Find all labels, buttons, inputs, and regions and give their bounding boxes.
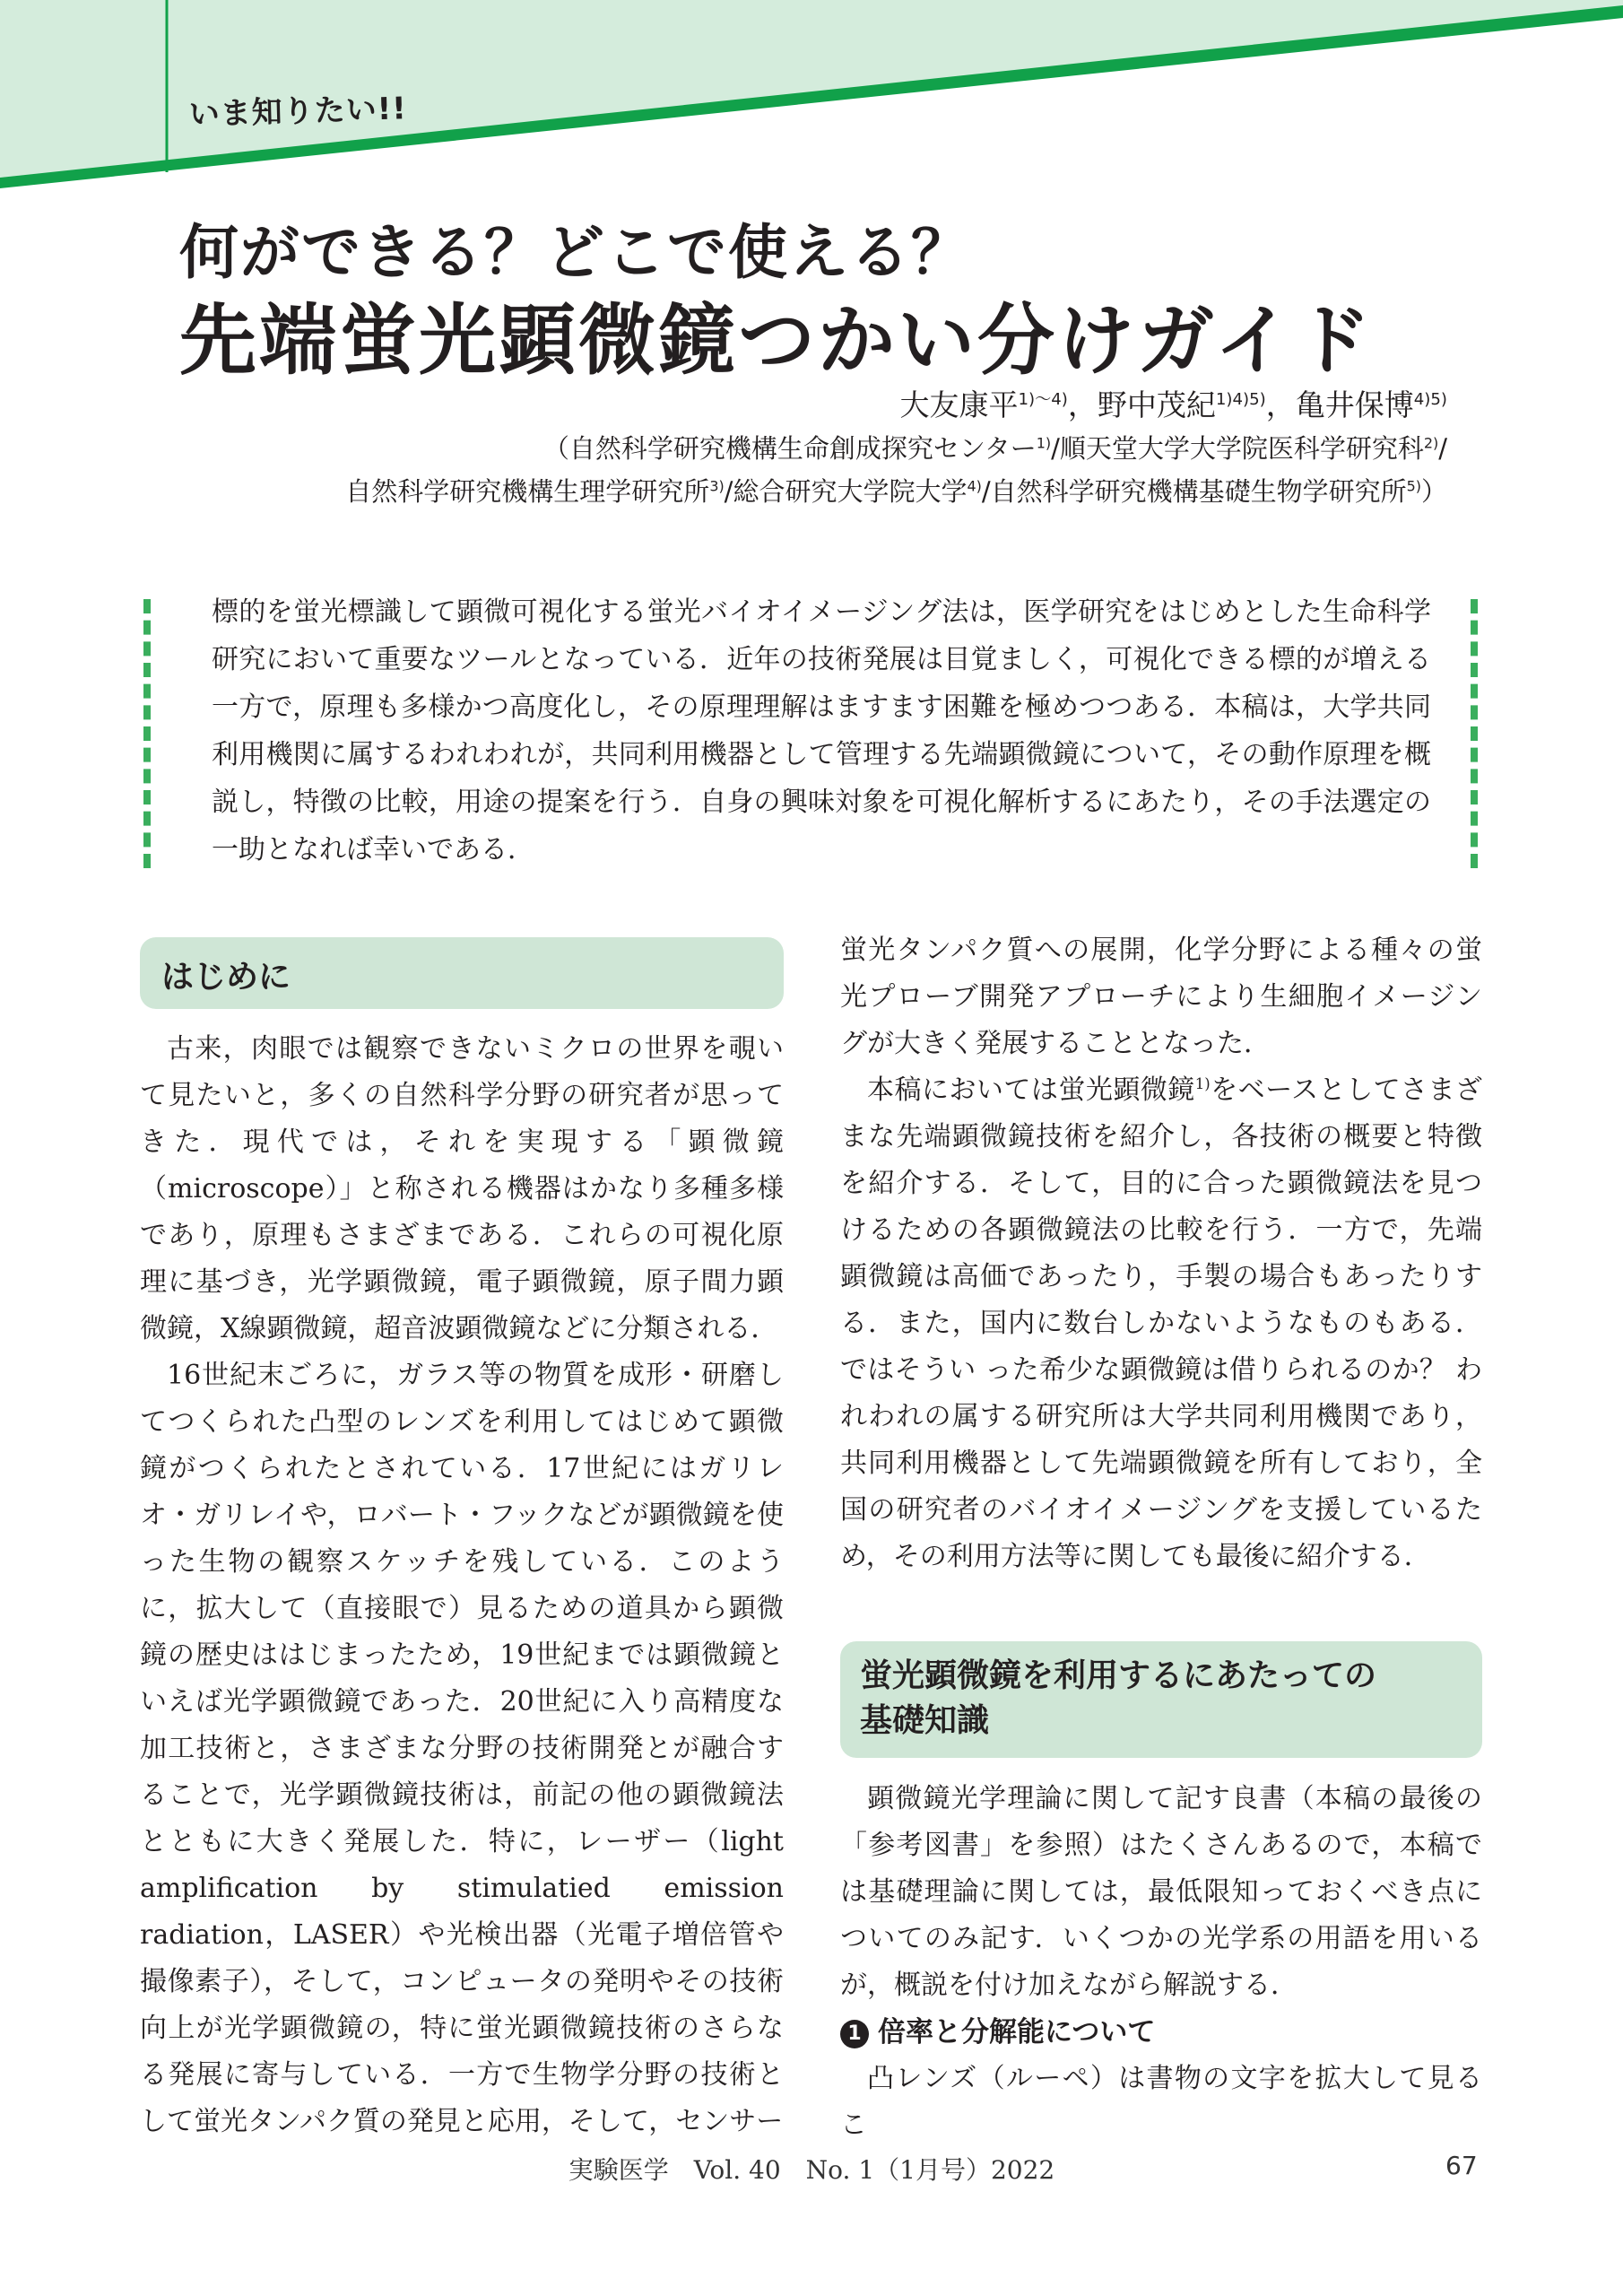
author-separator: ，	[1265, 387, 1296, 422]
paragraph: 16世紀末ごろに，ガラス等の物質を成形・研磨してつくられた凸型のレンズを利用してはじめて顕微鏡がつくられたとされている．17世紀にはガリレオ・ガリレイや，ロバート・フックなどが顕微鏡を使った生物の観察スケッチを残している．このように，拡大して（直接眼で）見るための道具から顕微鏡の歴史ははじまったため，19世紀までは顕微鏡といえば光学顕微鏡であった．20世紀に入り高精度な加工技術と，さまざまな分野の技術開発とが融合することで，光学顕微鏡技術は，前記の他の顕微鏡法とともに大きく発展した．特に，レーザー（light amplification by stimulatied emission radiation，LASER）や光検出器（光電子増倍管や撮像素子），そして，コンピュータの発明やその技術向上が光学顕微鏡の，特に蛍光顕微鏡技術のさらなる発展に寄与している．一方で生物学分野の技術として蛍光タンパク質の発見と応用，そして，センサー	[140, 1360, 784, 2137]
affil-slash: /	[1438, 433, 1447, 464]
paragraph: 蛍光タンパク質への展開，化学分野による種々の蛍光プローブ開発アプローチにより生細胞イメージングが大きく発展することとなった．	[840, 935, 1482, 1059]
paragraph-text: 本稿においては蛍光顕微鏡	[867, 1074, 1195, 1106]
affil-slash: /	[724, 476, 733, 507]
paragraph-text: をベースとしてさまざまな先端顕微鏡技術を紹介し，各技術の概要と特徴を紹介する．そして，目的に合った顕微鏡法を見つけるための各顕微鏡法の比較を行う．一方で，先端顕微鏡は高価であったり，手製の場合もあったりする．また，国内に数台しかないようなものもある．ではそうい った希少な顕微鏡は借りられるのか？ われわれの属する研究所は大学共同利用機関であり，共同利用機器として先端顕微鏡を所有しており，全国の研究者のバイオイメージングを支援しているため，その利用方法等に関しても最後に紹介する．	[840, 1074, 1483, 1572]
article-subtitle: 何ができる？どこで使える？	[179, 217, 972, 287]
abstract-right-border	[1471, 599, 1478, 868]
abstract-left-border	[143, 599, 151, 868]
footer-journal-info: 実験医学 Vol. 40 No. 1（1月号）2022	[568, 2155, 1055, 2185]
author-line	[900, 382, 1448, 424]
abstract: 標的を蛍光標識して顕微可視化する蛍光バイオイメージング法は，医学研究をはじめとした生命科学研究において重要なツールとなっている．近年の技術発展は目覚ましく，可視化できる標的が増える一方で，原理も多様かつ高度化し，その原理理解はますます困難を極めつつある．本稿は，大学共同利用機関に属するわれわれが，共同利用機器として管理する先端顕微鏡について，その動作原理を概説し，特徴の比較，用途の提案を行う．自身の興味対象を可視化解析するにあたり，その手法選定の一助となれば幸いである．	[212, 596, 1431, 865]
section-heading-intro	[140, 937, 784, 1009]
affiliation-line-1	[543, 429, 1447, 465]
affil-paren: ）	[1420, 476, 1447, 507]
affiliation-line-2	[345, 472, 1447, 509]
author-name: 亀井保博	[1295, 387, 1414, 422]
column-left	[140, 1026, 784, 2145]
author-affil-ref: 4)5)	[1413, 390, 1447, 409]
affiliation: 自然科学研究機構基礎生物学研究所	[990, 476, 1407, 507]
subsection-title: 倍率と分解能について	[878, 2016, 1156, 2048]
subsection-number-badge: 1	[840, 2020, 869, 2048]
paragraph: 古来，肉眼では観察できないミクロの世界を覗いて見たいと，多くの自然科学分野の研究者が思ってきた．現代では，それを実現する「顕微鏡（microscope）」と称される機器はかなり多種多様であり，原理もさまざまである．これらの可視化原理に基づき，光学顕微鏡，電子顕微鏡，原子間力顕微鏡，X線顕微鏡，超音波顕微鏡などに分類される．	[140, 1033, 784, 1344]
series-label: いま知りたい!!	[188, 91, 408, 133]
affiliation: 順天堂大学大学院医科学研究科	[1059, 433, 1424, 464]
affil-slash: /	[1051, 433, 1060, 464]
affil-ref: 3)	[709, 477, 725, 495]
author-name: 大友康平	[899, 387, 1019, 422]
column-right-bottom	[840, 1776, 1482, 2149]
citation: 1)	[1194, 1075, 1211, 1092]
affil-ref: 1)	[1036, 434, 1052, 452]
section-heading-text: 蛍光顕微鏡を利用するにあたっての	[860, 1657, 1377, 1694]
subsection-heading	[840, 2009, 1482, 2056]
author-separator: ，	[1067, 387, 1098, 422]
author-affil-ref: 1)～4)	[1018, 390, 1068, 409]
affiliation: 自然科学研究機構生命創成探究センター	[568, 433, 1037, 464]
affil-ref: 4)	[967, 477, 982, 495]
article-title: 先端蛍光顕微鏡つかい分けガイド	[179, 295, 1375, 386]
paragraph: 顕微鏡光学理論に関して記す良書（本稿の最後の「参考図書」を参照）はたくさんあるので，本稿では基礎理論に関しては，最低限知っておくべき点についてのみ記す．いくつかの光学系の用語を用いるが，概説を付け加えながら解説する．	[840, 1783, 1482, 2001]
affil-ref: 2)	[1423, 434, 1439, 452]
affil-slash: /	[981, 476, 991, 507]
paragraph: 凸レンズ（ルーペ）は書物の文字を拡大して見るこ	[840, 2063, 1482, 2141]
author-name: 野中茂紀	[1097, 387, 1216, 422]
affiliation: 自然科学研究機構生理学研究所	[345, 476, 710, 507]
column-right-top	[840, 927, 1482, 1580]
page-number: 67	[1445, 2151, 1478, 2180]
section-heading-text: 基礎知識	[860, 1702, 990, 1739]
section-heading-basics	[840, 1641, 1482, 1758]
affil-paren: （	[542, 433, 569, 464]
author-affil-ref: 1)4)5)	[1215, 390, 1266, 409]
affil-ref: 5)	[1406, 477, 1421, 495]
affiliation: 総合研究大学院大学	[733, 476, 968, 507]
section-heading-text: はじめに	[161, 959, 291, 996]
paragraph	[840, 1067, 1482, 1580]
